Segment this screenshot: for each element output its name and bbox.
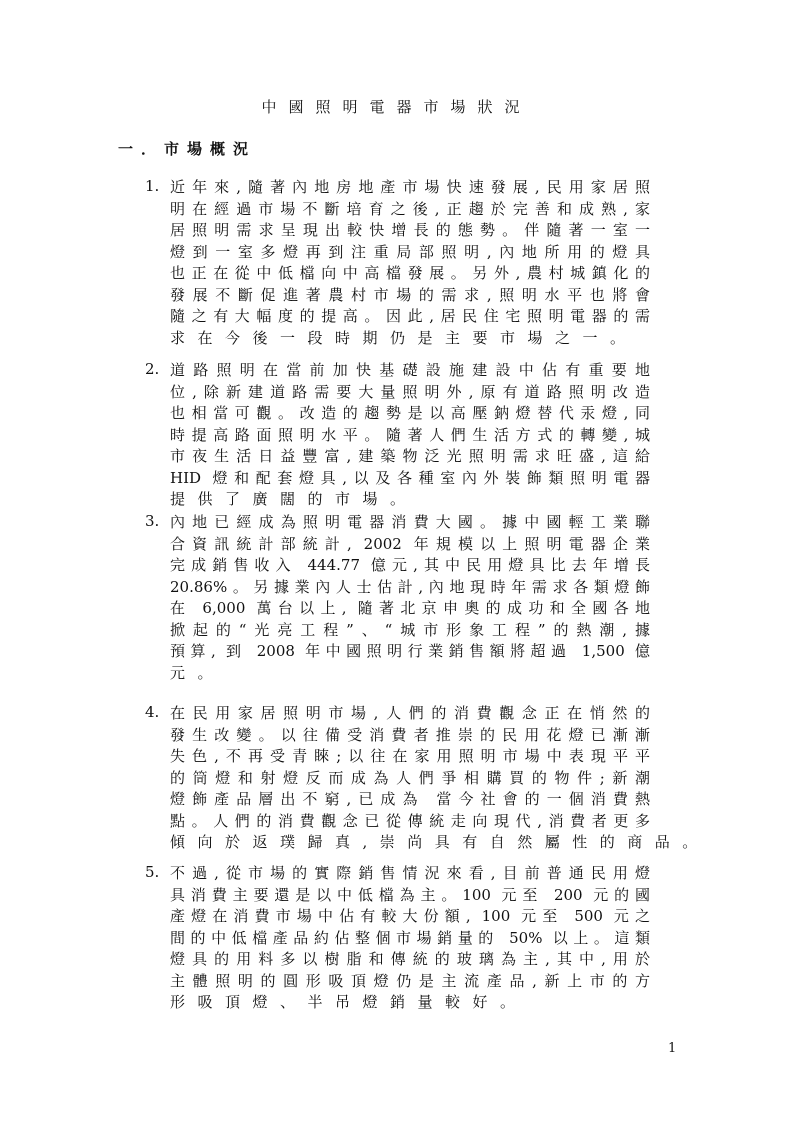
- paragraph-line: 近年來,隨著內地房地產市場快速發展,民用家居照: [170, 178, 650, 196]
- numbered-paragraph: [145, 177, 650, 349]
- paragraph-line: 市夜生活日益豐富,建築物泛光照明需求旺盛,這給: [170, 447, 650, 465]
- paragraph-line: 合資訊統計部統計, 2002 年規模以上照明電器企業: [170, 534, 650, 553]
- section-heading: 一．市場概況: [118, 140, 257, 158]
- numbered-paragraph: [145, 703, 710, 854]
- document-title: 中國照明電器市場狀況: [261, 98, 532, 116]
- paragraph-line: 燈飾產品層出不窮,已成為 當今社會的一個消費熱: [170, 790, 650, 808]
- paragraph-line: 也相當可觀。改造的趨勢是以高壓鈉燈替代汞燈,同: [170, 404, 650, 422]
- paragraph-line: 間的中低檔產品約佔整個市場銷量的 50% 以上。這類: [170, 928, 650, 947]
- paragraph-line: 隨之有大幅度的提高。因此,居民住宅照明電器的需: [170, 307, 650, 325]
- paragraph-line: 傾向於返璞歸真,崇尚具有自然屬性的商品。: [170, 833, 710, 851]
- page-number: 1: [668, 1041, 677, 1056]
- paragraph-number: 2.: [145, 360, 160, 378]
- paragraph-line: 的筒燈和射燈反而成為人們爭相購買的物件;新潮: [170, 768, 650, 787]
- paragraph-line: 也正在從中低檔向中高檔發展。另外,農村城鎮化的: [170, 264, 650, 282]
- numbered-paragraph: [145, 863, 650, 1014]
- numbered-paragraph: [145, 360, 650, 511]
- paragraph-line: 位,除新建道路需要大量照明外,原有道路照明改造: [170, 382, 650, 401]
- paragraph-line: 求在今後一段時期仍是主要市場之一。: [170, 328, 638, 347]
- paragraph-line: 元。: [170, 663, 226, 682]
- paragraph-line: 提供了廣闊的市場。: [170, 490, 418, 508]
- paragraph-number: 5.: [145, 863, 160, 881]
- paragraph-number: 1.: [145, 177, 160, 195]
- paragraph-line: HID 燈和配套燈具,以及各種室內外裝飾類照明電器: [170, 468, 650, 487]
- paragraph-line: 具消費主要還是以中低檔為主。100 元至 200 元的國: [170, 885, 650, 904]
- paragraph-line: 燈具的用料多以樹脂和傳統的玻璃為主,其中,用於: [170, 950, 650, 968]
- paragraph-line: 產燈在消費市場中佔有較大份額, 100 元至 500 元之: [170, 907, 650, 925]
- numbered-paragraph: [145, 512, 650, 684]
- paragraph-line: 在民用家居照明市場,人們的消費觀念正在悄然的: [170, 704, 650, 722]
- paragraph-line: 預算, 到 2008 年中國照明行業銷售額將超過 1,500 億: [170, 642, 650, 660]
- paragraph-line: 居照明需求呈現出較快增長的態勢。伴隨著一室一: [170, 221, 650, 239]
- paragraph-line: 燈到一室多燈再到注重局部照明,內地所用的燈具: [170, 242, 650, 261]
- paragraph-number: 4.: [145, 703, 160, 721]
- paragraph-line: 道路照明在當前加快基礎設施建設中佔有重要地: [170, 361, 650, 379]
- paragraph-line: 掀起的“光亮工程”、“城市形象工程”的熱潮,據: [170, 620, 650, 639]
- paragraph-line: 發展不斷促進著農村市場的需求,照明水平也將會: [170, 285, 650, 304]
- paragraph-line: 不過,從市場的實際銷售情況來看,目前普通民用燈: [170, 864, 650, 882]
- paragraph-line: 在 6,000 萬台以上, 隨著北京申奧的成功和全國各地: [170, 599, 650, 617]
- paragraph-line: 發生改變。以往備受消費者推崇的民用花燈已漸漸: [170, 725, 650, 744]
- paragraph-line: 主體照明的圓形吸頂燈仍是主流產品,新上市的方: [170, 971, 650, 990]
- paragraph-line: 失色,不再受青睞;以往在家用照明市場中表現平平: [170, 747, 650, 765]
- paragraph-line: 完成銷售收入 444.77 億元,其中民用燈具比去年增長: [170, 556, 650, 574]
- paragraph-line: 點。人們的消費觀念已從傳統走向現代,消費者更多: [170, 811, 650, 830]
- paragraph-line: 內地已經成為照明電器消費大國。據中國輕工業聯: [170, 513, 650, 531]
- paragraph-line: 形吸頂燈、半吊燈銷量較好。: [170, 993, 528, 1011]
- paragraph-line: 時提高路面照明水平。隨著人們生活方式的轉變,城: [170, 425, 650, 444]
- paragraph-line: 20.86%。另據業內人士估計,內地現時年需求各類燈飾: [170, 577, 650, 596]
- paragraph-number: 3.: [145, 512, 160, 530]
- paragraph-line: 明在經過市場不斷培育之後,正趨於完善和成熟,家: [170, 199, 650, 218]
